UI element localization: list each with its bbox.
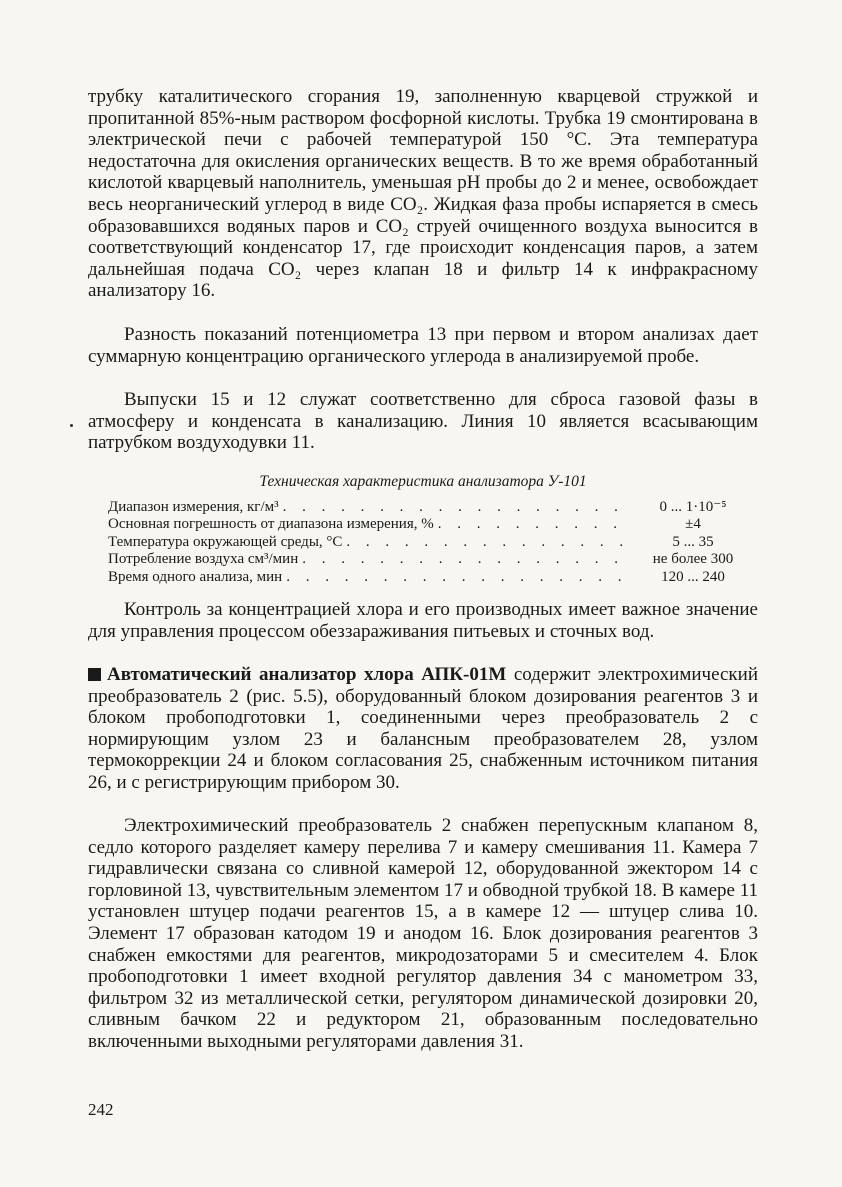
spec-label: Основная погрешность от диапазона измерения, % [108, 516, 434, 533]
leader-dots [286, 569, 624, 586]
spec-row [108, 499, 758, 516]
leader-dots [346, 534, 624, 551]
spec-label: Потребление воздуха см³/мин [108, 551, 299, 568]
spec-row [108, 569, 758, 586]
paragraph-outlets: Выпуски 15 и 12 служат соответственно для сброса газовой фазы в атмосферу и конденсата в канализацию. Линия 10 является всасывающим патрубком воздуходувки 11. [88, 389, 758, 454]
spec-value: 120 ... 240 [661, 568, 725, 585]
leader-dots [438, 516, 624, 533]
leader-dots [302, 551, 624, 568]
square-bullet-icon [88, 668, 101, 681]
page-number: 242 [88, 1100, 114, 1119]
spec-label: Диапазон измерения, кг/м³ [108, 499, 279, 515]
spec-row [108, 551, 758, 568]
spec-value: 5 ... 35 [672, 533, 714, 550]
spec-value: ±4 [685, 516, 701, 533]
paragraph-potentiometer: Разность показаний потенциометра 13 при первом и втором анализах дает суммарную концентрацию органического углерода в анализируемой пробе. [88, 324, 758, 367]
spec-table [108, 499, 758, 586]
spec-table-title: Техническая характеристика анализатора У-101 [259, 473, 587, 490]
spec-row [108, 516, 758, 533]
spec-label: Время одного анализа, мин [108, 568, 283, 585]
spec-row [108, 534, 758, 551]
stray-mark [70, 424, 73, 427]
spec-label: Температура окружающей среды, °С [108, 533, 343, 550]
analyzer-name: Автоматический анализатор хлора АПК-01М [107, 664, 507, 685]
spec-value: 0 ... 1·10⁻⁵ [659, 499, 727, 515]
leader-dots [283, 499, 624, 516]
paragraph-apk-analyzer [88, 664, 758, 794]
paragraph-electrochemical: Электрохимический преобразователь 2 снабжен перепускным клапаном 8, седло которого разделяет камеру перелива 7 и камеру смешивания 11. Камера 7 гидравлически связана со сливной камерой 12, оборудованной эжектором 14 с горловиной 13, чувствительным элементом 17 и обводной трубкой 18. В камере 11 установлен штуцер подачи реагентов 15, а в камере 12 — штуцер слива 10. Элемент 17 образован катодом 19 и анодом 16. Блок дозирования реагентов 3 снабжен емкостями для реагентов, микродозаторами 5 и смесителем 4. Блок пробоподготовки 1 имеет входной регулятор давления 34 с манометром 33, фильтром 32 из металлической сетки, регулятором динамической дозировки 20, сливным бачком 22 и редуктором 21, образованным последовательно включенными выходными регуляторами давления 31. [88, 815, 758, 1052]
paragraph-chlorine-control: Контроль за концентрацией хлора и его производных имеет важное значение для управления процессом обеззараживания питьевых и сточных вод. [88, 599, 758, 642]
paragraph-catalytic-tube: трубку каталитического сгорания 19, заполненную кварцевой стружкой и пропитанной 85%-ным раствором фосфорной кислоты. Трубка 19 смонтирована в электрической печи с рабочей температурой 150 °С. Эта температура недостаточна для окисления органических веществ. В то же время обработанный кислотой кварцевый наполнитель, уменьшая pH пробы до 2 и менее, освобождает весь неорганический углерод в виде CO₂. Жидкая фаза пробы испаряется в смесь образовавшихся водяных паров и CO₂ струей очищенного воздуха выносится в соответствующий конденсатор 17, где происходит конденсация паров, а затем дальнейшая подача CO₂ через клапан 18 и фильтр 14 к инфракрасному анализатору 16. [88, 86, 758, 302]
spec-value: не более 300 [652, 551, 734, 568]
analyzer-description: содержит электрохимический преобразователь 2 (рис. 5.5), оборудованный блоком дозирования реагентов 3 и блоком пробоподготовки 1, соединенными через преобразователь 2 с нормирующим узлом 23 и балансным преобразователем 28, узлом термокоррекции 24 и блоком согласования 25, снабженным источником питания 26, и с регистрирующим прибором 30. [88, 664, 758, 793]
